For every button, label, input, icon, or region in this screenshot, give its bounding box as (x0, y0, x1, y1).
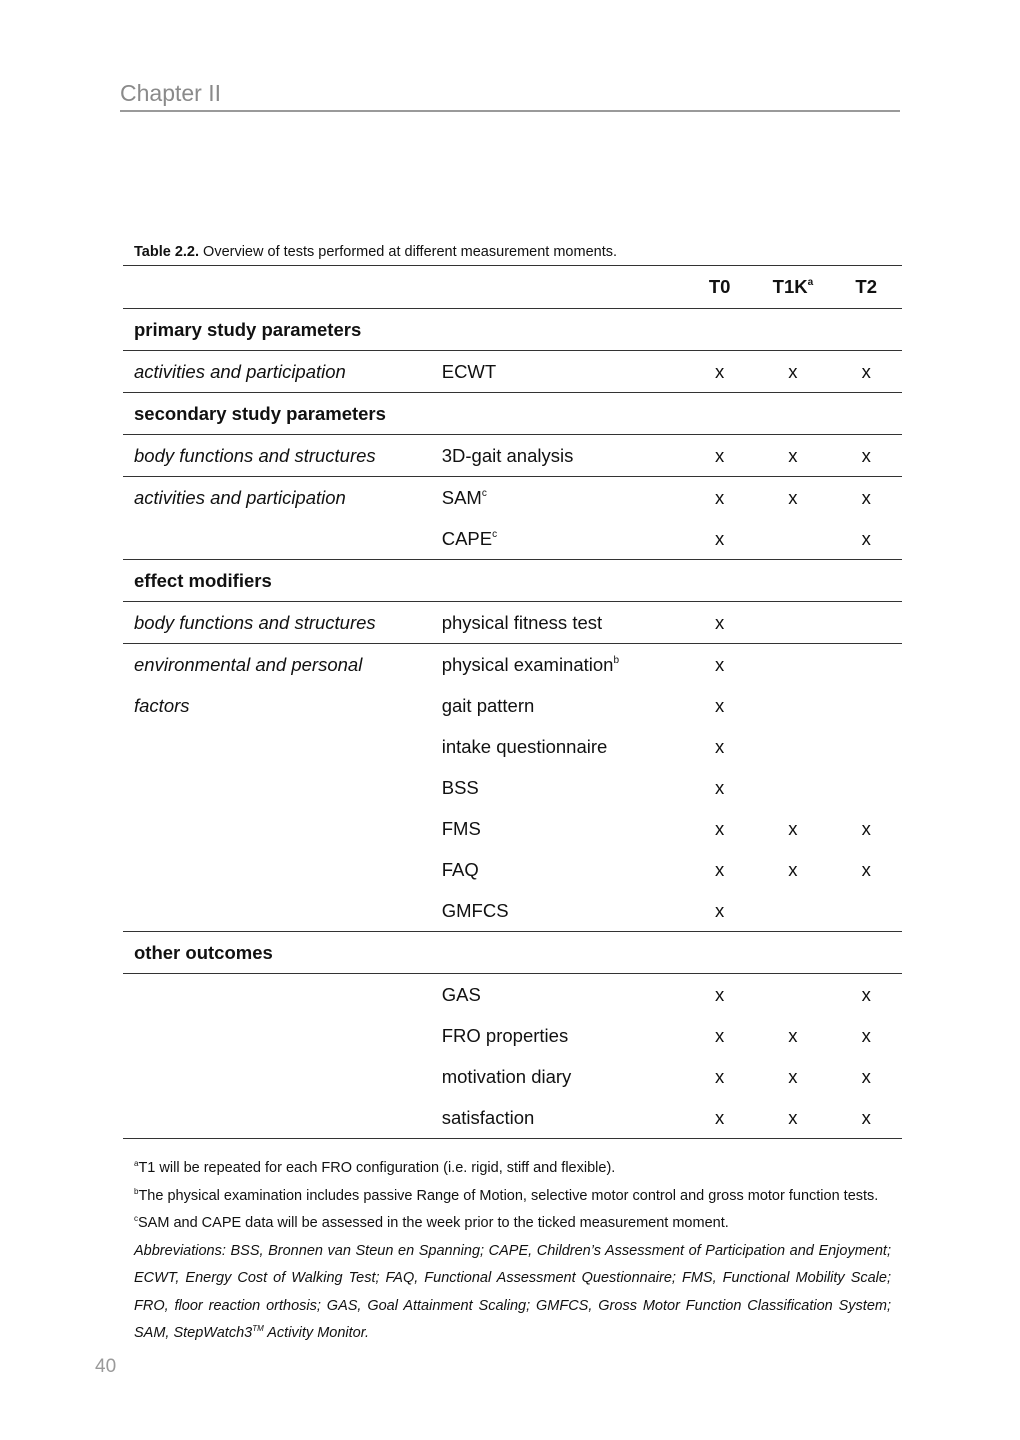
table-row (123, 1056, 902, 1097)
t2-mark: x (830, 1097, 902, 1139)
header-t1k: $T1K^a$ (755, 266, 830, 309)
t1-mark: x (788, 486, 798, 508)
test-name: gait pattern (441, 694, 535, 716)
t0-mark: x (684, 351, 756, 393)
t1-mark (755, 767, 830, 808)
t1-mark (755, 685, 830, 726)
test-name: SAM$^c$ (441, 486, 487, 508)
table-row (123, 477, 902, 519)
chapter-header: Chapter II (120, 80, 900, 112)
table-row (123, 518, 902, 560)
t0-mark: x (684, 435, 756, 477)
t1-mark (755, 602, 830, 644)
table-row (123, 351, 902, 393)
footnote-mark-c: c (481, 487, 487, 499)
section-secondary: secondary study parameters (123, 393, 902, 435)
t1-mark: x (788, 817, 798, 839)
table-row (123, 808, 902, 849)
test-name: physical examination$^b$ (441, 653, 620, 675)
table-row (123, 890, 902, 932)
table-row (123, 644, 902, 686)
table-row (123, 685, 902, 726)
section-effect: effect modifiers (123, 560, 902, 602)
test-name: physical fitness test (431, 602, 684, 644)
t2-mark (830, 685, 902, 726)
t2-mark: x (830, 351, 902, 393)
test-name: BSS (441, 776, 479, 798)
section-row (123, 309, 902, 351)
footnote-mark-c: c (492, 528, 498, 540)
t1-mark (755, 518, 830, 560)
t2-mark (830, 644, 902, 686)
t0-mark: x (715, 983, 725, 1005)
category-label: activities and participation (134, 486, 346, 508)
table-label: Table 2.2. (134, 244, 200, 260)
t2-mark (830, 890, 902, 932)
t0-mark: x (715, 817, 725, 839)
t2-mark (830, 726, 902, 767)
table-row (123, 767, 902, 808)
t2-mark: x (861, 486, 871, 508)
t2-mark: x (861, 817, 871, 839)
test-name: 3D-gait analysis (431, 435, 684, 477)
test-name: motivation diary (441, 1065, 572, 1087)
section-primary: primary study parameters (123, 309, 902, 351)
t1-mark: x (788, 1065, 798, 1087)
t0-mark: x (684, 518, 756, 560)
t1-mark: x (755, 351, 830, 393)
t2-mark: x (830, 435, 902, 477)
category-label: environmental and personal (134, 653, 363, 675)
section-row (123, 393, 902, 435)
t0-mark: x (684, 602, 756, 644)
footnote-mark-b: b (613, 654, 620, 666)
t0-mark: x (715, 653, 725, 675)
footnote-a: $^a$T1 will be repeated for each FRO configuration (i.e. rigid, stiff and flexible). (134, 1159, 616, 1176)
footnote-c: $^c$SAM and CAPE data will be assessed in the week prior to the ticked measurement moment. (134, 1214, 729, 1231)
t1-mark: x (788, 858, 798, 880)
table-row (123, 602, 902, 644)
footnote-b: $^b$The physical examination includes passive Range of Motion, selective motor control and gross motor function tests. (134, 1186, 879, 1204)
t1-mark: x (755, 1097, 830, 1139)
t1-mark: x (788, 1024, 798, 1046)
table-row (123, 726, 902, 767)
test-name: FAQ (441, 858, 479, 880)
t2-mark: x (861, 1024, 871, 1046)
header-t0: T0 (684, 266, 756, 309)
table-row (123, 849, 902, 890)
t1-mark: x (755, 435, 830, 477)
test-name: satisfaction (431, 1097, 684, 1139)
section-row (123, 560, 902, 602)
category-label: body functions and structures (123, 435, 431, 477)
t0-mark: x (715, 1024, 725, 1046)
table-caption-text: Overview of tests performed at different measurement moments. (199, 244, 618, 260)
test-name: GMFCS (431, 890, 684, 932)
t2-mark: x (861, 1065, 871, 1087)
overview-table (123, 265, 902, 1139)
category-label: activities and participation (123, 351, 431, 393)
test-name: CAPE$^c$ (431, 518, 684, 560)
table-row (123, 435, 902, 477)
t2-mark (830, 602, 902, 644)
footnote-mark-a: a (807, 277, 814, 288)
test-name: intake questionnaire (441, 735, 608, 757)
page-number: 40 (95, 1356, 117, 1377)
t1-mark (755, 890, 830, 932)
t0-mark: x (715, 735, 725, 757)
test-name: ECWT (431, 351, 684, 393)
t0-mark: x (715, 486, 725, 508)
category-label: body functions and structures (123, 602, 431, 644)
t2-mark (830, 767, 902, 808)
t1-mark (755, 644, 830, 686)
category-label-cont: factors (134, 694, 190, 716)
table-row (123, 1015, 902, 1056)
test-name: GAS (441, 983, 481, 1005)
t0-mark: x (684, 1097, 756, 1139)
t2-mark: x (861, 983, 871, 1005)
t2-mark: x (861, 858, 871, 880)
header-row (123, 266, 902, 309)
section-row (123, 932, 902, 974)
t1-mark (755, 726, 830, 767)
table-footnotes (134, 1155, 891, 1348)
abbreviations: Abbreviations: BSS, Bronnen van Steun en Spanning; CAPE, Children’s Assessment of Participation and Enjoyment; ECWT, Energy Cost of Walking Test; FAQ, Functional Assessment Questionnaire; FMS, Functional Mobility Scale; FRO, floor reaction orthosis; GAS, Goal Attainment Scaling; GMFCS, Gross Motor Function Classification System; SAM, StepWatch3™ Activity Monitor. (134, 1242, 891, 1341)
t0-mark: x (715, 776, 725, 798)
section-other: other outcomes (123, 932, 902, 974)
table-caption (134, 244, 617, 260)
t2-mark: x (830, 518, 902, 560)
t0-mark: x (715, 1065, 725, 1087)
header-t2: T2 (830, 266, 902, 309)
t0-mark: x (715, 858, 725, 880)
t1-mark (755, 974, 830, 1016)
table-row (123, 974, 902, 1016)
test-name: FRO properties (441, 1024, 569, 1046)
t0-mark: x (715, 694, 725, 716)
test-name: FMS (441, 817, 481, 839)
table-row (123, 1097, 902, 1139)
t0-mark: x (684, 890, 756, 932)
